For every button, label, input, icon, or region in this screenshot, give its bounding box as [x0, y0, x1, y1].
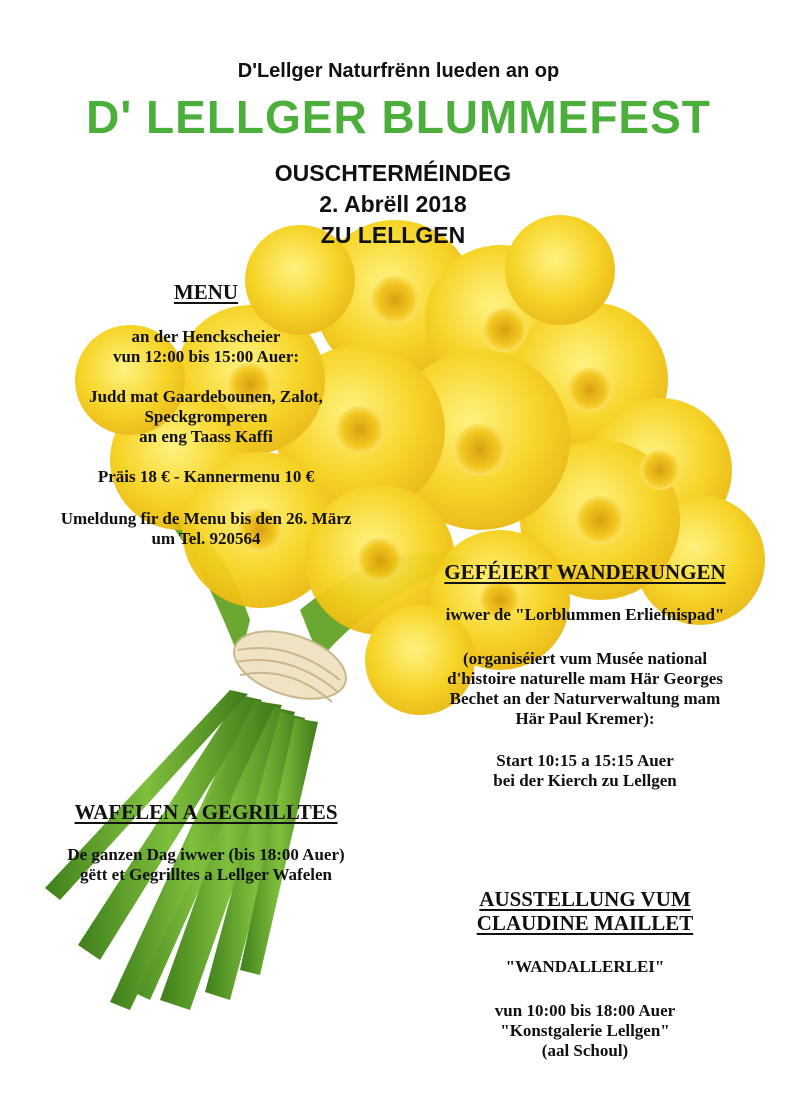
- hikes-start: [380, 751, 790, 791]
- hikes-start-line: Start 10:15 a 15:15 Auer: [496, 751, 674, 770]
- exhibition-heading-line: AUSSTELLUNG VUM: [479, 887, 691, 911]
- menu-location-line: an der Henckscheier: [131, 327, 281, 346]
- hikes-route: iwwer de "Lorblummen Erliefnispad": [445, 605, 725, 624]
- exhibition-name: "WANDALLERLEI": [505, 957, 665, 976]
- event-day: OUSCHTERMÉINDEG: [274, 160, 512, 186]
- exhibition-heading: [430, 887, 740, 935]
- hikes-organizer-line: (organiséiert vum Musée national: [462, 649, 708, 668]
- menu-section: [0, 280, 412, 549]
- waffles-line: De ganzen Dag iwwer (bis 18:00 Auer): [67, 845, 345, 864]
- menu-signup: [0, 509, 412, 549]
- event-title: D' LELLGER BLUMMEFEST: [86, 91, 711, 143]
- event-date-block: [193, 158, 593, 251]
- exhibition-time-line: vun 10:00 bis 18:00 Auer: [494, 1001, 676, 1020]
- event-date: 2. Abrëll 2018: [319, 191, 467, 217]
- hikes-organizer-line: d'histoire naturelle mam Här Georges: [447, 669, 723, 688]
- menu-dish-line: Speckgromperen: [144, 407, 268, 426]
- hikes-organizer-line: Bechet an der Naturverwaltung mam: [449, 689, 721, 708]
- exhibition-venue-note: (aal Schoul): [541, 1041, 629, 1060]
- menu-location: [0, 327, 412, 367]
- hikes-section: [380, 560, 790, 791]
- menu-heading: MENU: [173, 280, 239, 304]
- event-place: ZU LELLGEN: [320, 222, 466, 248]
- menu-price: Präis 18 € - Kannermenu 10 €: [97, 467, 315, 486]
- menu-time-line: vun 12:00 bis 15:00 Auer:: [112, 347, 300, 366]
- hikes-heading: GEFÉIERT WANDERUNGEN: [444, 560, 726, 584]
- waffles-text: [0, 845, 412, 885]
- menu-signup-line: Umeldung fir de Menu bis den 26. März: [60, 509, 352, 528]
- menu-phone-line: um Tel. 920564: [151, 529, 261, 548]
- menu-dish-line: Judd mat Gaardebounen, Zalot,: [89, 387, 323, 406]
- exhibition-details: [430, 1001, 740, 1061]
- menu-dishes: [0, 387, 412, 447]
- exhibition-section: [430, 887, 740, 1061]
- waffles-heading: WAFELEN A GEGRILLTES: [74, 800, 338, 824]
- invitation-line: D'Lellger Naturfrënn lueden an op: [237, 60, 560, 82]
- hikes-organizer: [380, 649, 790, 729]
- hikes-organizer-line: Här Paul Kremer):: [515, 709, 655, 728]
- menu-dish-line: an eng Taass Kaffi: [139, 427, 273, 446]
- waffles-line: gëtt et Gegrilltes a Lellger Wafelen: [80, 865, 332, 884]
- hikes-meeting-line: bei der Kierch zu Lellgen: [493, 771, 677, 790]
- exhibition-artist-line: CLAUDINE MAILLET: [476, 911, 694, 935]
- waffles-section: [0, 800, 412, 885]
- exhibition-venue-line: "Konstgalerie Lellgen": [500, 1021, 670, 1040]
